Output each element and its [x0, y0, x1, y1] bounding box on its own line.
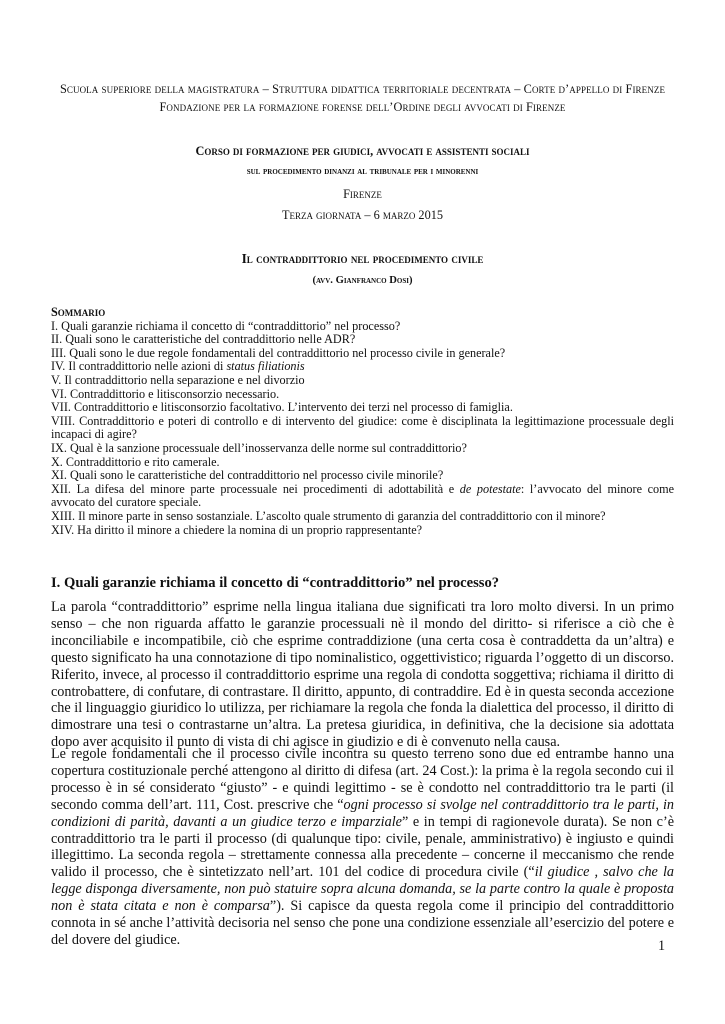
- paragraph-text: ” e in tempi di ragionevole durata). Se non c’è contraddittorio tra le parti il processo (di qualunque tipo: civile, penale, amministrativo) è ingiusto e quindi illegittimo. La seconda regola – strettamente connessa alla precedente – concerne il meccanismo che rende valido il processo, che è sintetizzato nell’art. 101 del codice di procedura civile (“: [51, 813, 675, 881]
- summary-item: XIII. Il minore parte in senso sostanziale. L’ascolto quale strumento di garanzia del contraddittorio con il minore?: [51, 508, 606, 523]
- header-institution-line: Scuola superiore della magistratura – Struttura didattica territoriale decentrata – Corte d’appello di Firenze: [59, 82, 666, 96]
- header-foundation-line: Fondazione per la formazione forense dell’Ordine degli avvocati di Firenze: [159, 100, 566, 114]
- course-subtitle: sul procedimento dinanzi al tribunale per i minorenni: [246, 166, 479, 177]
- summary-item: XIV. Ha diritto il minore a chiedere la nomina di un proprio rappresentante?: [51, 522, 423, 537]
- body-paragraph: [51, 746, 674, 949]
- summary-item: [51, 360, 674, 374]
- page-number: 1: [658, 938, 666, 954]
- summary-item-italic: de potestate: [459, 481, 521, 496]
- summary-item-text: XII. La difesa del minore parte processuale nei procedimenti di adottabilità e: [51, 481, 460, 496]
- summary-item: III. Quali sono le due regole fondamentali del contraddittorio nel processo civile in generale?: [51, 345, 506, 360]
- course-title: Corso di formazione per giudici, avvocati e assistenti sociali: [195, 144, 530, 158]
- summary-item: [51, 483, 674, 510]
- paragraph-text: ”). Si capisce da questa regola come il principio del contraddittorio connota in sé anche l’attività decisoria nel senso che pone una condizione essenziale all’esercizio del potere e del dovere del giudice.: [51, 898, 674, 948]
- summary-item: VII. Contraddittorio e litisconsorzio facoltativo. L’intervento dei terzi nel processo di famiglia.: [51, 400, 513, 415]
- section-heading: I. Quali garanzie richiama il concetto di “contraddittorio” nel processo?: [51, 575, 500, 591]
- body-paragraph: La parola “contraddittorio” esprime nella lingua italiana due significati tra loro molto diversi. In un primo senso – che non riguarda affatto le garanzie processuali nè il mondo del diritto- si riferisce a ciò che è inconciliabile e incompatibile, ciò che esprime contraddizione (una certa cosa è contraddetta da un’altra) e questo significato ha una connotazione di tipo nominalistico, oggettivistico; riguarda l’oggetto di un discorso. Riferito, invece, al processo il contraddittorio esprime una regola di condotta soggettiva; richiama il diritto di controbattere, di confutare, di contrastare. Il diritto, appunto, di contraddire. Ed è in questa seconda accezione che il linguaggio giuridico lo utilizza, per richiamare la regola che fonda la dialettica del processo, il diritto di dimostrare una tesi o contrastarne un’altra. La pretesa giuridica, in definitiva, che la decisione sia adottata dopo aver acquisito il punto di vista di chi agisce in giudizio e di è convenuto nella causa.: [51, 599, 674, 751]
- summary-item: VI. Contraddittorio e litisconsorzio necessario.: [51, 386, 280, 401]
- summary-item: I. Quali garanzie richiama il concetto di “contraddittorio” nel processo?: [51, 318, 401, 333]
- summary-item: XI. Quali sono le caratteristiche del contraddittorio nel processo civile minorile?: [51, 468, 444, 483]
- document-author: (avv. Gianfranco Dosi): [312, 275, 413, 286]
- summary-section: [51, 306, 674, 537]
- summary-item-italic: status filiationis: [226, 359, 305, 374]
- quoted-italic-text: il giudice , salvo che la legge disponga diversamente, non può statuire sopra alcuna domanda, se la parte contro la quale è proposta non è stata citata e non è comparsa: [51, 864, 674, 915]
- summary-item: X. Contraddittorio e rito camerale.: [51, 454, 220, 469]
- summary-title: Sommario: [51, 305, 106, 319]
- summary-item: IX. Qual è la sanzione processuale dell’inosservanza delle norme sul contraddittorio?: [51, 440, 467, 455]
- summary-item-text: : l’avvocato del minore come avvocato del curatore speciale.: [51, 481, 674, 510]
- summary-item-text: IV. Il contraddittorio nelle azioni di: [51, 359, 227, 374]
- quoted-italic-text: ogni processo si svolge nel contraddittorio tra le parti, in condizioni di parità, davanti a un giudice terzo e imparziale: [51, 796, 674, 830]
- summary-item: V. Il contraddittorio nella separazione e nel divorzio: [51, 372, 305, 387]
- course-city: Firenze: [343, 187, 382, 201]
- summary-list: [51, 320, 674, 538]
- summary-item: VIII. Contraddittorio e poteri di controllo e di intervento del giudice: come è disciplinata la legittimazione processuale degli incapaci di agire?: [51, 413, 674, 442]
- paragraph-text: Le regole fondamentali che il processo civile incontra su questo terreno sono due ed entrambe hanno una copertura costituzionale perché attengono al diritto di difesa (art. 24 Cost.): la prima è la regola secondo cui il processo è in sé considerato “giusto” - e quindi legittimo - se è condotto nel contraddittorio tra le parti (il secondo comma dell’art. 111, Cost. prescrive che “: [51, 746, 674, 813]
- document-title: Il contraddittorio nel procedimento civile: [241, 251, 484, 266]
- summary-item: II. Quali sono le caratteristiche del contraddittorio nelle ADR?: [51, 332, 356, 347]
- course-date: Terza giornata – 6 marzo 2015: [281, 208, 444, 222]
